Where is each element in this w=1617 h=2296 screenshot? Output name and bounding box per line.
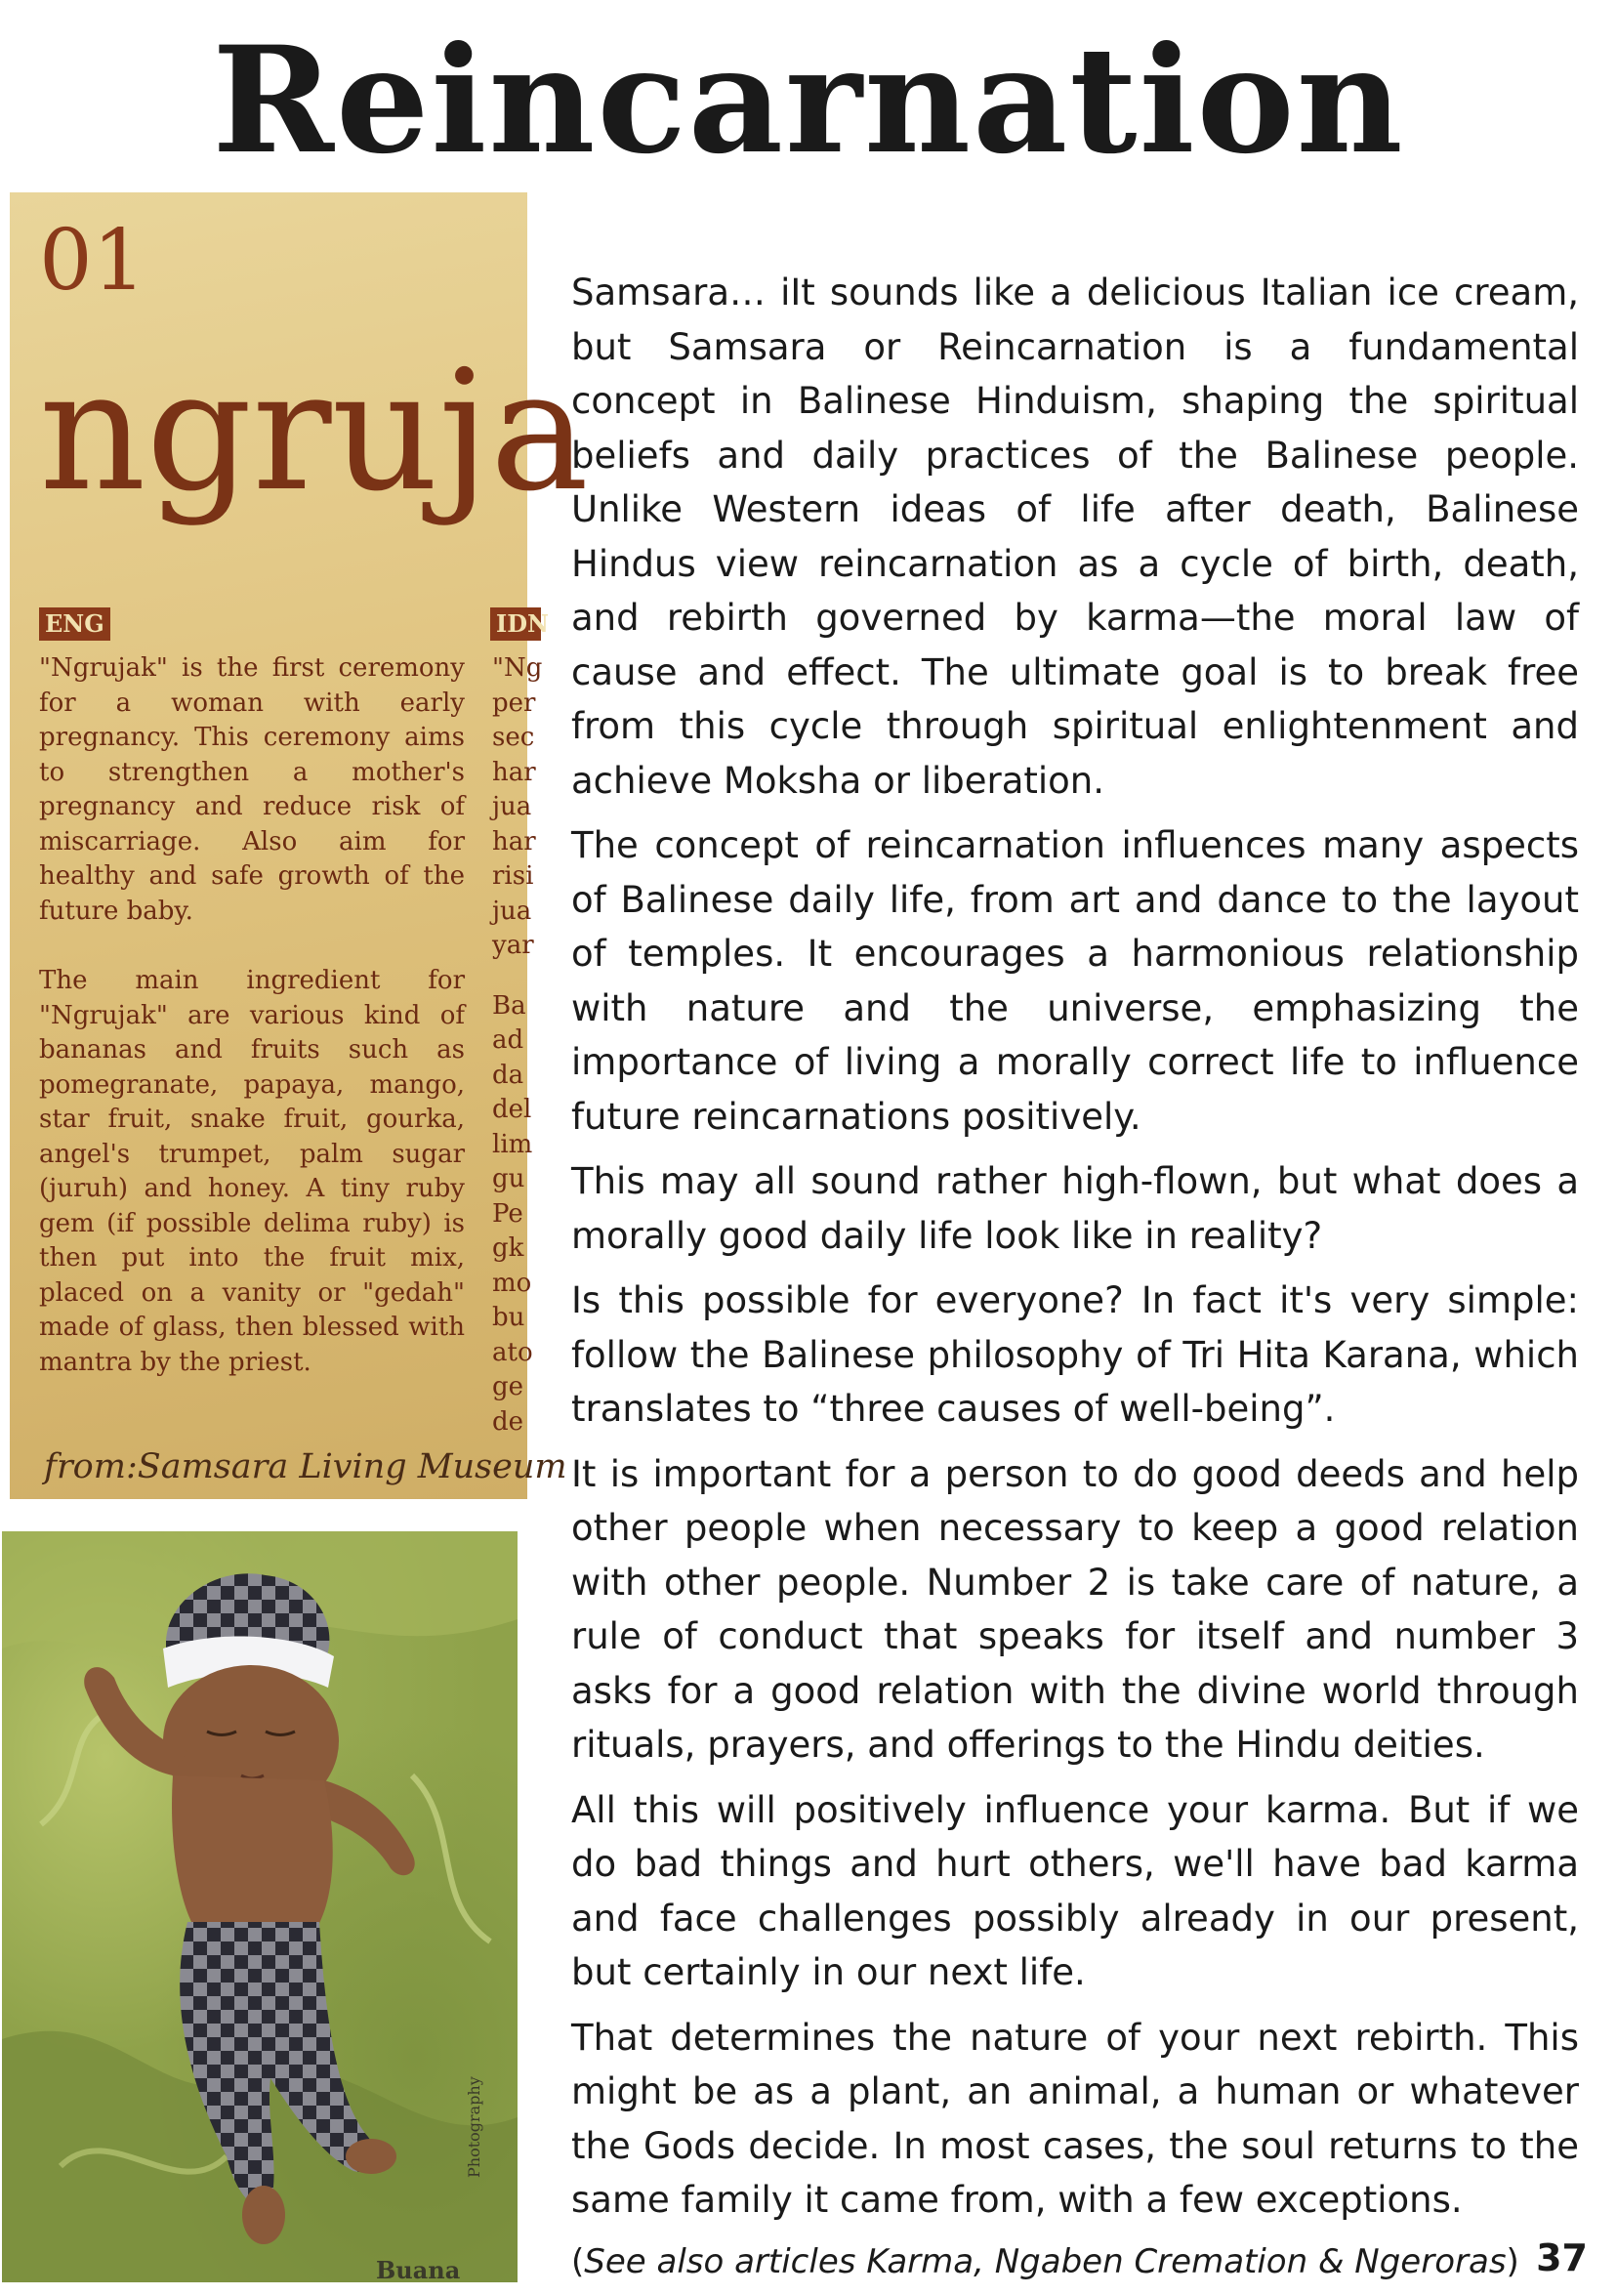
- placard-tag-idn: IDN: [490, 607, 541, 641]
- placard-idn-line: har: [492, 826, 536, 856]
- placard-idn-line: ad: [492, 1025, 524, 1055]
- placard-idn-line: per: [492, 688, 536, 718]
- placard-paragraph: "Ngrujak" is the first ceremony for a woman with early pregnancy. This ceremony aims to strengthen a mother's pregnancy and reduce risk of miscarriage. Also aim for healthy and safe growth of the future baby.: [39, 653, 465, 926]
- see-also-note: [571, 2238, 1579, 2285]
- placard-caption: from:Samsara Living Museum: [44, 1447, 567, 1486]
- baby-illustration: [2, 1531, 518, 2282]
- placard-idn-gap: [492, 964, 531, 989]
- placard-idn-column: [492, 651, 543, 1440]
- body-paragraph: All this will positively influence your karma. But if we do bad things and hurt others, we'll have bad karma and face challenges possibly already in our present, but certainly in our next life.: [571, 1788, 1579, 1993]
- placard-photo: [10, 192, 590, 1499]
- placard-idn-line: har: [492, 757, 536, 787]
- placard-idn-line: jua: [492, 792, 532, 821]
- placard-idn-line: del: [492, 1095, 532, 1124]
- placard-idn-line: mo: [492, 1268, 532, 1298]
- see-also-text: See also articles Karma, Ngaben Cremation & Ngeroras: [584, 2241, 1507, 2281]
- placard-idn-line: gk: [492, 1233, 524, 1263]
- placard-idn-line: yar: [492, 931, 534, 960]
- body-paragraph: Is this possible for everyone? In fact it's very simple: follow the Balinese philosophy of Tri Hita Karana, which translates to “three causes of well-being”.: [571, 1279, 1579, 1430]
- placard-idn-line: ge: [492, 1372, 524, 1401]
- body-paragraph: This may all sound rather high-flown, but what does a morally good daily life look like in reality?: [571, 1160, 1579, 1257]
- baby-photo: [2, 1531, 518, 2282]
- see-also-close: ): [1506, 2241, 1519, 2281]
- placard-word: ngruja: [39, 335, 590, 528]
- photo-credit: Buana: [376, 2256, 461, 2284]
- placard-number: 01: [39, 212, 146, 310]
- placard-tag-eng: ENG: [39, 607, 110, 641]
- placard-idn-line: bu: [492, 1303, 525, 1332]
- page-number: 37: [1536, 2236, 1588, 2279]
- page-title: Reincarnation: [212, 15, 1405, 187]
- body-paragraph: That determines the nature of your next rebirth. This might be as a plant, an animal, a human or whatever the Gods decide. In most cases, the soul returns to the same family it came from, with a few exceptions.: [571, 2016, 1579, 2221]
- body-paragraph: The concept of reincarnation influences many aspects of Balinese daily life, from art and dance to the layout of temples. It encourages a harmonious relationship with nature and the universe, emphasizing the importance of living a morally correct life to influence future reincarnations positively.: [571, 824, 1579, 1138]
- see-also-open: (: [571, 2241, 585, 2281]
- placard-idn-line: lim: [492, 1129, 533, 1159]
- placard-idn-line: ato: [492, 1337, 533, 1367]
- placard-idn-line: Pe: [492, 1198, 523, 1229]
- body-paragraph: It is important for a person to do good deeds and help other people when necessary to keep a good relation with other people. Number 2 is take care of nature, a rule of conduct that speaks for itself and number 3 asks for a good relation with the divine world through rituals, prayers, and offerings to the Hindu deities.: [571, 1452, 1579, 1766]
- placard-idn-line: de: [492, 1406, 524, 1437]
- body-paragraph: Samsara… iIt sounds like a delicious Italian ice cream, but Samsara or Reincarnation is a fundamental concept in Balinese Hinduism, shaping the spiritual beliefs and daily practices of the Balinese people. Unlike Western ideas of life after death, Balinese Hindus view reincarnation as a cycle of birth, death, and rebirth governed by karma—the moral law of cause and effect. The ultimate goal is to break free from this cycle through spiritual enlightenment and achieve Moksha or liberation.: [571, 271, 1579, 802]
- placard-paragraph: The main ingredient for "Ngrujak" are various kind of bananas and fruits such as pomegranate, papaya, mango, star fruit, snake fruit, gourka, angel's trumpet, palm sugar (juruh) and honey. A tiny ruby gem (if possible delima ruby) is then put into the fruit mix, placed on a vanity or "gedah" made of glass, then blessed with mantra by the priest.: [39, 966, 465, 1377]
- placard-idn-line: gu: [492, 1164, 525, 1193]
- placard-idn-line: Ba: [492, 990, 526, 1021]
- placard-idn-line: jua: [492, 896, 532, 926]
- placard-idn-line: "Ng: [492, 653, 543, 683]
- photo-credit-side: Photography: [465, 2076, 483, 2178]
- placard-idn-line: sec: [492, 723, 535, 752]
- placard-idn-line: risi: [492, 861, 534, 891]
- article-body: [571, 266, 1579, 2296]
- placard-idn-line: da: [492, 1060, 524, 1090]
